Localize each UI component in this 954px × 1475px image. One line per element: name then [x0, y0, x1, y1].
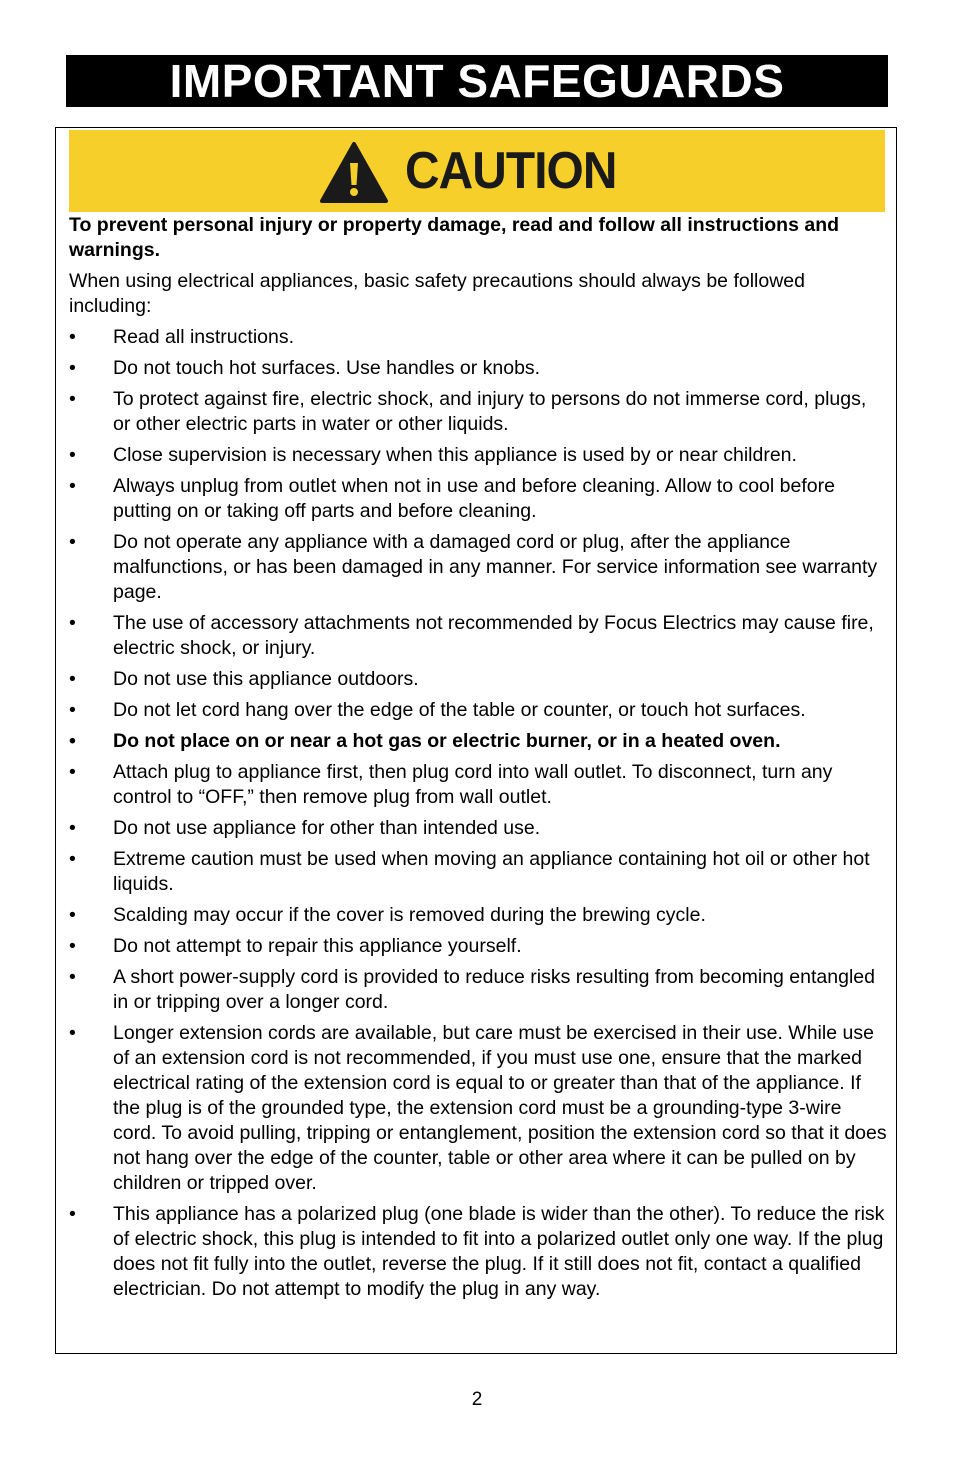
- list-item: [69, 1021, 887, 1196]
- bullet-icon: •: [69, 966, 76, 988]
- list-item-text: Do not use this appliance outdoors.: [113, 668, 419, 690]
- list-item-text: Do not operate any appliance with a damaged cord or plug, after the appliance malfunctions, or has been damaged in any manner. For service information see warranty page.: [113, 531, 878, 603]
- list-item-text: The use of accessory attachments not recommended by Focus Electrics may cause fire, electric shock, or injury.: [113, 612, 874, 659]
- list-item: [69, 760, 887, 810]
- bullet-icon: •: [69, 326, 76, 348]
- list-item: [69, 847, 887, 897]
- bullet-icon: •: [69, 848, 76, 870]
- list-item-text: Do not let cord hang over the edge of the table or counter, or touch hot surfaces.: [113, 699, 806, 721]
- intro-text: When using electrical appliances, basic safety precautions should always be followed including:: [69, 270, 805, 317]
- bullet-icon: •: [69, 668, 76, 690]
- caution-word: CAUTION: [405, 142, 617, 200]
- bullet-icon: •: [69, 699, 76, 721]
- list-item-text: To protect against fire, electric shock, and injury to persons do not immerse cord, plugs, or other electric parts in water or other liquids.: [113, 388, 867, 435]
- bullet-icon: •: [69, 531, 76, 553]
- list-item: [69, 729, 887, 754]
- bullet-icon: •: [69, 475, 76, 497]
- list-item: [69, 903, 887, 928]
- intro-bold-text: To prevent personal injury or property damage, read and follow all instructions and warnings.: [69, 214, 840, 261]
- bullet-icon: •: [69, 1203, 76, 1225]
- list-item: [69, 667, 887, 692]
- bullet-icon: •: [69, 817, 76, 839]
- page-number: 2: [471, 1389, 483, 1410]
- bullet-icon: •: [69, 444, 76, 466]
- list-item: [69, 934, 887, 959]
- bullet-icon: •: [69, 1022, 76, 1044]
- bullet-icon: •: [69, 612, 76, 634]
- list-item-text: Do not place on or near a hot gas or electric burner, or in a heated oven.: [113, 730, 781, 752]
- bullet-icon: •: [69, 904, 76, 926]
- list-item-text: Read all instructions.: [113, 326, 295, 348]
- list-item: [69, 356, 887, 381]
- list-item-text: Longer extension cords are available, but care must be exercised in their use. While use of an extension cord is not recommended, if you must use one, ensure that the marked electrical rating of the extension cord is equal to or greater than that of the appliance. If the plug is of the grounded type, the extension cord must be a grounding-type 3-wire cord. To avoid pulling, tripping or entanglement, position the extension cord so that it does not hang over the edge of the counter, table or other area where it can be pulled on by children or tripped over.: [113, 1022, 887, 1194]
- list-item: [69, 1202, 887, 1302]
- list-item: [69, 325, 887, 350]
- bullet-icon: •: [69, 357, 76, 379]
- list-item: [69, 474, 887, 524]
- caution-inner: [319, 137, 635, 205]
- list-item: [69, 443, 887, 468]
- list-item-text: This appliance has a polarized plug (one blade is wider than the other). To reduce the risk of electric shock, this plug is intended to fit into a polarized outlet only one way. If the plug does not fit fully into the outlet, reverse the plug. If it still does not fit, contact a qualified electrician. Do not attempt to modify the plug in any way.: [113, 1203, 885, 1300]
- safeguards-content: [69, 213, 887, 1308]
- caution-banner: [69, 130, 885, 212]
- bullet-icon: •: [69, 935, 76, 957]
- safeguard-list: [69, 325, 887, 1302]
- list-item: [69, 387, 887, 437]
- list-item: [69, 965, 887, 1015]
- list-item-text: Scalding may occur if the cover is removed during the brewing cycle.: [113, 904, 706, 926]
- list-item-text: Extreme caution must be used when moving an appliance containing hot oil or other hot liquids.: [113, 848, 870, 895]
- list-item: [69, 816, 887, 841]
- list-item-text: Attach plug to appliance first, then plug cord into wall outlet. To disconnect, turn any control to “OFF,” then remove plug from wall outlet.: [113, 761, 833, 808]
- list-item-text: Close supervision is necessary when this appliance is used by or near children.: [113, 444, 797, 466]
- warning-triangle-icon: [319, 141, 389, 205]
- bullet-icon: •: [69, 730, 76, 752]
- list-item-text: A short power-supply cord is provided to reduce risks resulting from becoming entangled in or tripping over a longer cord.: [113, 966, 875, 1013]
- list-item-text: Do not attempt to repair this appliance yourself.: [113, 935, 522, 957]
- list-item-text: Do not use appliance for other than intended use.: [113, 817, 541, 839]
- bullet-icon: •: [69, 388, 76, 410]
- bullet-icon: •: [69, 761, 76, 783]
- list-item: [69, 530, 887, 605]
- list-item-text: Always unplug from outlet when not in use and before cleaning. Allow to cool before putting on or taking off parts and before cleaning.: [113, 475, 835, 522]
- page-title: IMPORTANT SAFEGUARDS: [66, 55, 888, 107]
- list-item: [69, 698, 887, 723]
- list-item-text: Do not touch hot surfaces. Use handles or knobs.: [113, 357, 541, 379]
- list-item: [69, 611, 887, 661]
